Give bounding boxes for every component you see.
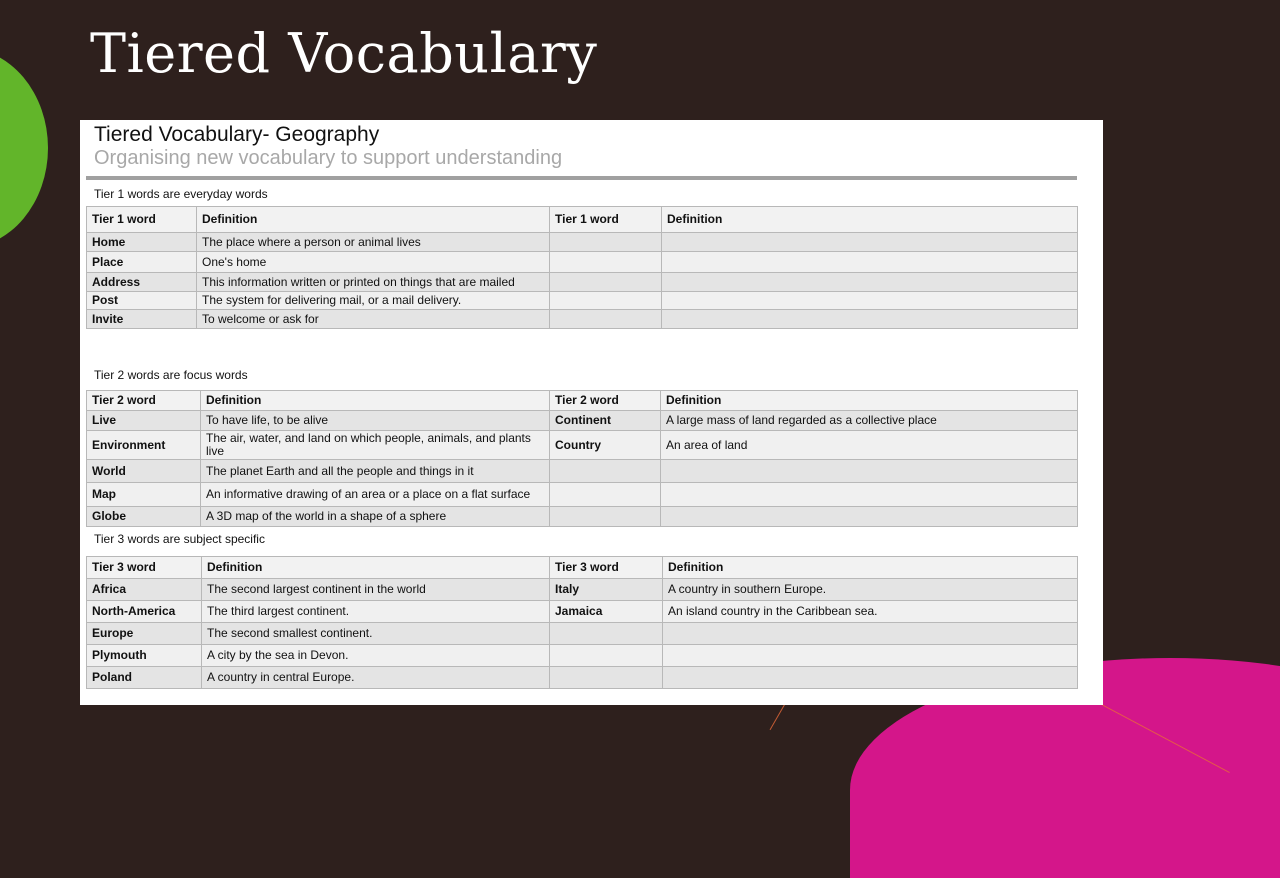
word-cell: Europe <box>87 623 202 645</box>
definition-cell <box>663 667 1078 689</box>
definition-cell <box>661 483 1078 507</box>
definition-cell: The third largest continent. <box>202 601 550 623</box>
column-header: Definition <box>202 557 550 579</box>
word-cell: Continent <box>550 411 661 431</box>
definition-cell <box>663 645 1078 667</box>
tier1-label: Tier 1 words are everyday words <box>94 187 268 201</box>
column-header: Tier 3 word <box>550 557 663 579</box>
word-cell: Plymouth <box>87 645 202 667</box>
definition-cell: The second largest continent in the world <box>202 579 550 601</box>
table-row <box>87 667 1078 689</box>
definition-cell: To welcome or ask for <box>197 310 550 329</box>
tier2-label: Tier 2 words are focus words <box>94 368 248 382</box>
table-row <box>87 310 1078 329</box>
table-header-row <box>87 557 1078 579</box>
word-cell: Map <box>87 483 201 507</box>
column-header: Tier 1 word <box>550 207 662 233</box>
table-row <box>87 645 1078 667</box>
definition-cell: An island country in the Caribbean sea. <box>663 601 1078 623</box>
word-cell <box>550 483 661 507</box>
word-cell: Address <box>87 273 197 292</box>
word-cell <box>550 645 663 667</box>
word-cell <box>550 292 662 310</box>
table-row <box>87 233 1078 252</box>
table-row <box>87 507 1078 527</box>
table-row <box>87 431 1078 460</box>
table-header-row <box>87 391 1078 411</box>
word-cell: Post <box>87 292 197 310</box>
vocabulary-document <box>80 120 1103 705</box>
word-cell <box>550 252 662 273</box>
word-cell: Environment <box>87 431 201 460</box>
tier1-table <box>86 206 1078 329</box>
definition-cell: A city by the sea in Devon. <box>202 645 550 667</box>
definition-cell <box>662 252 1078 273</box>
column-header: Tier 2 word <box>87 391 201 411</box>
word-cell: Place <box>87 252 197 273</box>
definition-cell: An area of land <box>661 431 1078 460</box>
table-row <box>87 460 1078 483</box>
table-row <box>87 483 1078 507</box>
definition-cell <box>661 460 1078 483</box>
word-cell <box>550 507 661 527</box>
word-cell: Africa <box>87 579 202 601</box>
definition-cell: This information written or printed on things that are mailed <box>197 273 550 292</box>
definition-cell: The system for delivering mail, or a mail delivery. <box>197 292 550 310</box>
word-cell <box>550 310 662 329</box>
table-row <box>87 292 1078 310</box>
table-row <box>87 411 1078 431</box>
definition-cell: The planet Earth and all the people and things in it <box>201 460 550 483</box>
document-title: Tiered Vocabulary- Geography <box>94 123 380 146</box>
tier2-table <box>86 390 1078 527</box>
column-header: Tier 2 word <box>550 391 661 411</box>
definition-cell <box>662 233 1078 252</box>
column-header: Definition <box>197 207 550 233</box>
definition-cell: The place where a person or animal lives <box>197 233 550 252</box>
definition-cell <box>662 310 1078 329</box>
column-header: Definition <box>661 391 1078 411</box>
definition-cell: An informative drawing of an area or a place on a flat surface <box>201 483 550 507</box>
column-header: Definition <box>201 391 550 411</box>
table-header-row <box>87 207 1078 233</box>
word-cell: Poland <box>87 667 202 689</box>
word-cell: Home <box>87 233 197 252</box>
word-cell: World <box>87 460 201 483</box>
document-subtitle: Organising new vocabulary to support understanding <box>94 147 563 169</box>
word-cell: Country <box>550 431 661 460</box>
definition-cell <box>661 507 1078 527</box>
column-header: Definition <box>662 207 1078 233</box>
table-row <box>87 273 1078 292</box>
table-row <box>87 601 1078 623</box>
word-cell: Invite <box>87 310 197 329</box>
word-cell <box>550 667 663 689</box>
definition-cell: One's home <box>197 252 550 273</box>
word-cell: North-America <box>87 601 202 623</box>
tier3-label: Tier 3 words are subject specific <box>94 532 265 546</box>
word-cell: Globe <box>87 507 201 527</box>
table-row <box>87 579 1078 601</box>
table-row <box>87 623 1078 645</box>
definition-cell: The second smallest continent. <box>202 623 550 645</box>
definition-cell <box>663 623 1078 645</box>
word-cell: Live <box>87 411 201 431</box>
word-cell: Jamaica <box>550 601 663 623</box>
definition-cell: To have life, to be alive <box>201 411 550 431</box>
definition-cell: A 3D map of the world in a shape of a sphere <box>201 507 550 527</box>
column-header: Tier 3 word <box>87 557 202 579</box>
word-cell <box>550 233 662 252</box>
definition-cell: A country in central Europe. <box>202 667 550 689</box>
column-header: Tier 1 word <box>87 207 197 233</box>
tier3-table <box>86 556 1078 689</box>
table-row <box>87 252 1078 273</box>
decorative-green-shape <box>0 48 48 248</box>
definition-cell: A large mass of land regarded as a collective place <box>661 411 1078 431</box>
definition-cell <box>662 273 1078 292</box>
title-divider <box>86 176 1077 180</box>
word-cell: Italy <box>550 579 663 601</box>
slide-title: Tiered Vocabulary <box>90 22 598 85</box>
definition-cell <box>662 292 1078 310</box>
column-header: Definition <box>663 557 1078 579</box>
word-cell <box>550 623 663 645</box>
definition-cell: A country in southern Europe. <box>663 579 1078 601</box>
definition-cell: The air, water, and land on which people, animals, and plants live <box>201 431 550 460</box>
word-cell <box>550 460 661 483</box>
word-cell <box>550 273 662 292</box>
